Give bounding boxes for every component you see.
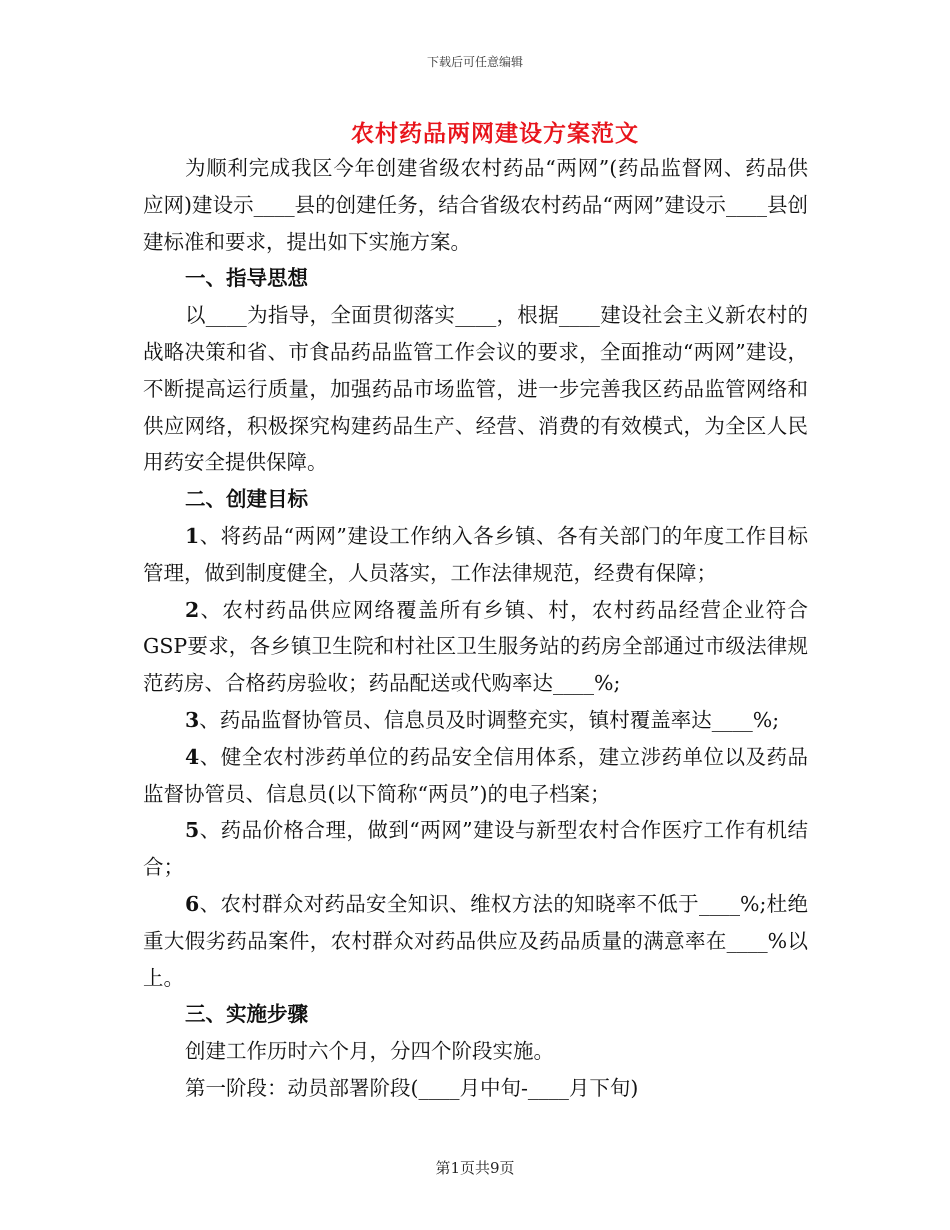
goal-item-text: 、将药品“两网”建设工作纳入各乡镇、各有关部门的年度工作目标管理，做到制度健全，人员落实，工作法律规范，经费有保障； xyxy=(143,523,808,585)
goal-item-text: 、药品监督协管员、信息员及时调整充实，镇村覆盖率达____%; xyxy=(199,707,780,732)
goal-item-number: 3 xyxy=(185,707,200,732)
page-number-footer: 第1页共9页 xyxy=(435,1159,515,1177)
goal-item-text: 、农村药品供应网络覆盖所有乡镇、村，农村药品经营企业符合GSP要求，各乡镇卫生院和村社区卫生服务站的药房全部通过市级法律规范药房、合格药房验收；药品配送或代购率达____%; xyxy=(143,597,808,696)
section-heading-goals: 二、创建目标 xyxy=(185,487,308,512)
goal-item xyxy=(143,739,808,813)
intro-paragraph: 为顺利完成我区今年创建省级农村药品“两网”(药品监督网、药品供应网)建设示____县的创建任务，结合省级农村药品“两网”建设示____县创建标准和要求，提出如下实施方案。 xyxy=(143,156,808,254)
goal-item-text: 、药品价格合理，做到“两网”建设与新型农村合作医疗工作有机结合； xyxy=(143,818,808,880)
page-header-note: 下载后可任意编辑 xyxy=(426,55,523,69)
goal-item-number: 1 xyxy=(185,523,200,548)
goal-item-number: 4 xyxy=(185,744,200,769)
section-heading-steps: 三、实施步骤 xyxy=(185,1002,308,1027)
goal-item-number: 5 xyxy=(185,818,200,843)
steps-line: 创建工作历时六个月，分四个阶段实施。 xyxy=(185,1039,554,1064)
goal-item-text: 、健全农村涉药单位的药品安全信用体系，建立涉药单位以及药品监督协管员、信息员(以下简称“两员”)的电子档案； xyxy=(143,744,808,806)
goal-item-number: 6 xyxy=(185,891,200,916)
steps-line: 第一阶段：动员部署阶段(____月中旬-____月下旬) xyxy=(185,1075,639,1100)
goal-item-number: 2 xyxy=(185,597,200,622)
goal-item xyxy=(143,886,808,996)
goal-item xyxy=(143,518,808,592)
document-body xyxy=(143,150,808,1107)
guiding-ideology-paragraph: 以____为指导，全面贯彻落实____，根据____建设社会主义新农村的战略决策和省、市食品药品监管工作会议的要求，全面推动“两网”建设，不断提高运行质量，加强药品市场监管，进一步完善我区药品监管网络和供应网络，积极探究构建药品生产、经营、消费的有效模式，为全区人民用药安全提供保障。 xyxy=(143,303,808,475)
goal-item-text: 、农村群众对药品安全知识、维权方法的知晓率不低于____%;杜绝重大假劣药品案件，农村群众对药品供应及药品质量的满意率在____%以上。 xyxy=(143,891,808,990)
goal-item xyxy=(143,592,808,702)
document-title: 农村药品两网建设方案范文 xyxy=(351,120,639,147)
section-heading-guiding-ideology: 一、指导思想 xyxy=(185,266,308,291)
goal-item xyxy=(143,812,808,886)
goal-item xyxy=(143,702,808,739)
